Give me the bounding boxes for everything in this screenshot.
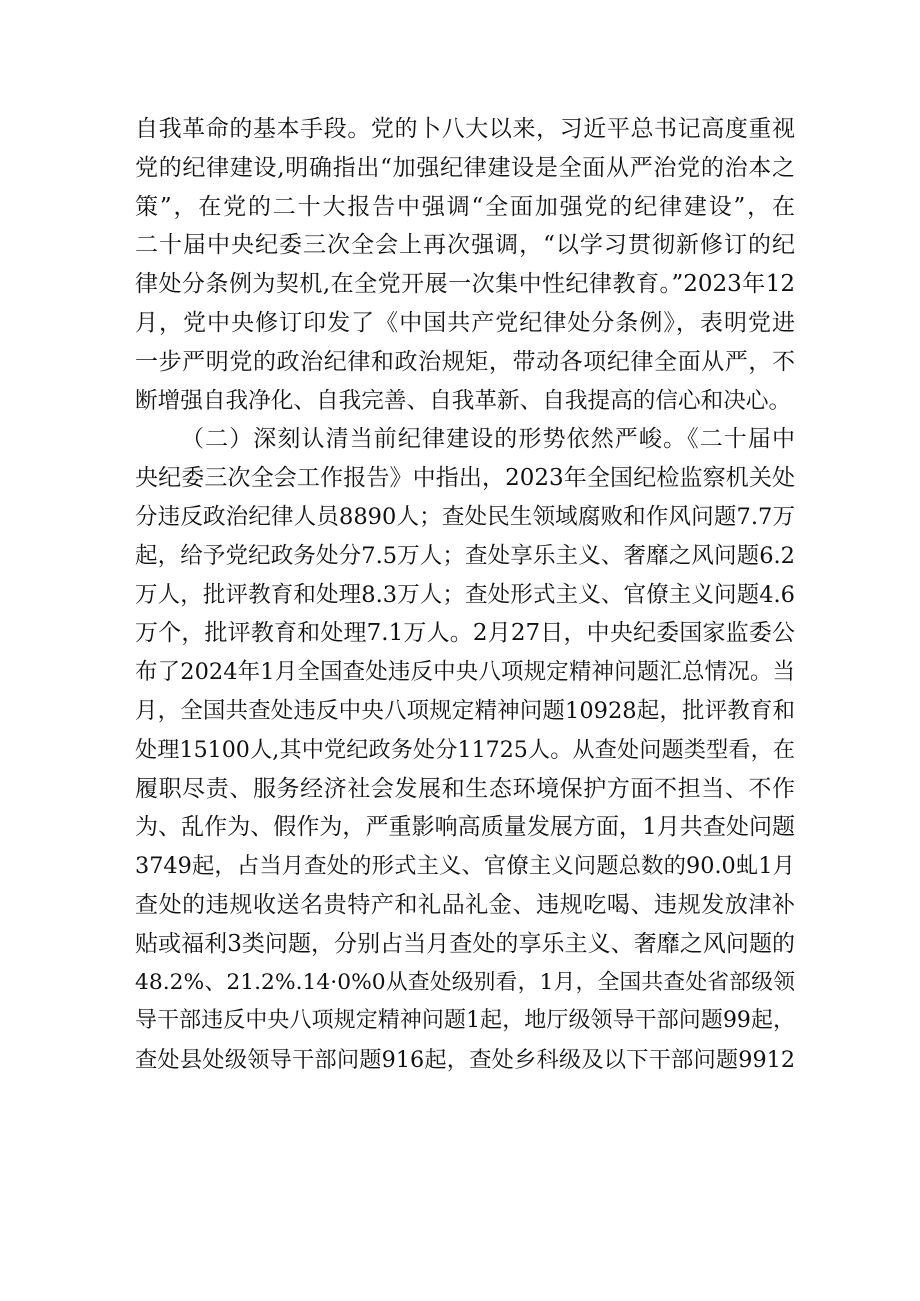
text-line: 为、乱作为、假作为，严重影响高质量发展方面，1月共查处问题 (135, 814, 795, 841)
text-line: 导干部违反中央八项规定精神问题1起，地厅级领导干部问题99起， (135, 1008, 795, 1034)
text-line: 自我革命的基本手段。党的卜八大以来，习近平总书记高度重视 (135, 116, 795, 142)
section-heading-line: （二）深刻认清当前纪律建设的形势依然严峻。《二十届中 (181, 426, 795, 453)
text-line: 万人，批评教育和处理8.3万人；查处形式主义、官僚主义问题4.6 (135, 581, 795, 608)
text-line: 二十届中央纪委三次全会上再次强调，“以学习贯彻新修订的纪 (135, 232, 795, 259)
text-line: 策”，在党的二十大报告中强调“全面加强党的纪律建设”，在 (135, 193, 795, 220)
text-line: 一步严明党的政治纪律和政治规矩，带动各项纪律全面从严，不 (135, 348, 795, 375)
text-line: 万个，批评教育和处理7.1万人。2月27日，中央纪委国家监委公 (135, 620, 795, 647)
text-line: 贴或福利3类问题，分别占当月查处的享乐主义、奢靡之风问题的 (135, 930, 795, 957)
text-line: 履职尽责、服务经济社会发展和生态环境保护方面不担当、不作 (135, 775, 795, 802)
text-line: 查处的违规收送名贵特产和礼品礼金、违规吃喝、违规发放津补 (135, 891, 795, 918)
text-line: 查处县处级领导干部问题916起，查处乡科级及以下干部问题9912 (135, 1047, 795, 1074)
text-line: 起，给予党纪政务处分7.5万人；查处享乐主义、奢靡之风问题6.2 (135, 542, 795, 569)
text-line: 布了2024年1月全国查处违反中央八项规定精神问题汇总情况。当 (135, 659, 795, 686)
text-line: 月，党中央修订印发了《中国共产党纪律处分条例》，表明党进 (135, 309, 795, 336)
text-line: 处理15100人,其中党纪政务处分11725人。从查处问题类型看，在 (135, 736, 795, 763)
text-line: 月，全国共查处违反中央八项规定精神问题10928起，批评教育和 (135, 697, 795, 724)
text-line: 律处分条例为契机,在全党开展一次集中性纪律教育。”2023年12 (135, 271, 795, 298)
text-line: 48.2%、21.2%.14·0%0从查处级别看，1月，全国共查处省部级领 (135, 969, 795, 995)
text-line: 分违反政治纪律人员8890人；查处民生领域腐败和作风问题7.7万 (135, 503, 795, 530)
body-text (135, 110, 795, 1080)
paragraph-last-line: 断增强自我净化、自我完善、自我革新、自我提高的信心和决心。 (135, 387, 792, 414)
text-line: 3749起，占当月查处的形式主义、官僚主义问题总数的90.0虬1月 (135, 853, 795, 880)
text-line: 央纪委三次全会工作报告》中指出，2023年全国纪检监察机关处 (135, 465, 795, 492)
text-line: 党的纪律建设,明确指出“加强纪律建设是全面从严治党的治本之 (135, 154, 795, 181)
